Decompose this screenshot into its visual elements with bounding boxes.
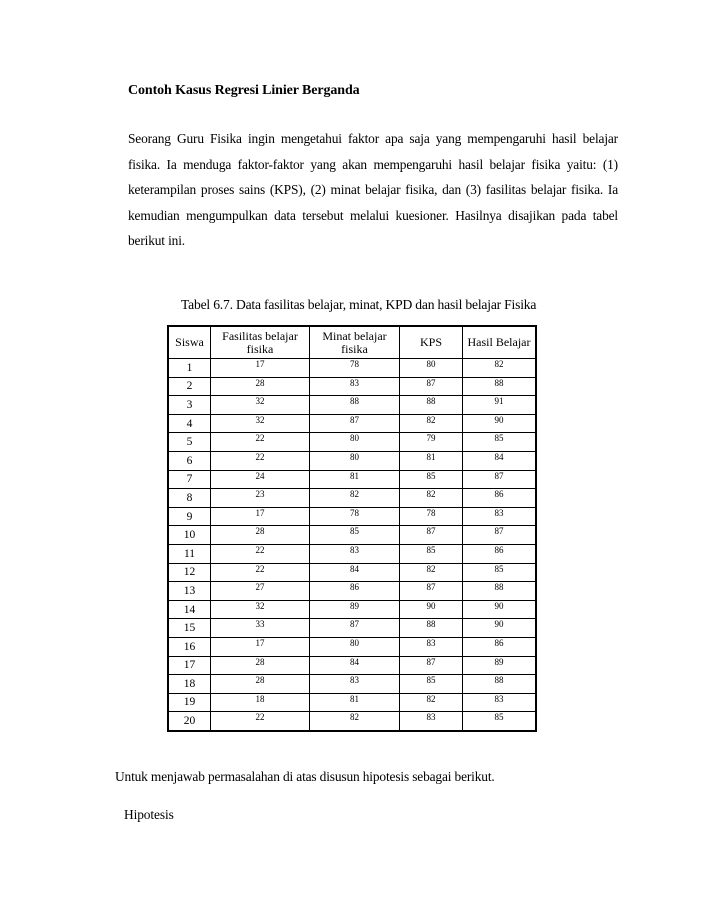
cell-hasil: 86 — [463, 637, 537, 656]
cell-minat: 83 — [310, 675, 400, 694]
cell-kps: 85 — [400, 675, 463, 694]
table-header-row — [168, 326, 536, 359]
cell-kps: 85 — [400, 470, 463, 489]
cell-siswa: 4 — [168, 414, 211, 433]
cell-siswa: 5 — [168, 433, 211, 452]
cell-fasilitas: 17 — [211, 359, 310, 378]
table-row — [168, 544, 536, 563]
cell-siswa: 19 — [168, 693, 211, 712]
header-siswa: Siswa — [168, 326, 211, 359]
table-row — [168, 377, 536, 396]
cell-hasil: 90 — [463, 600, 537, 619]
cell-kps: 87 — [400, 526, 463, 545]
table-row — [168, 693, 536, 712]
cell-minat: 83 — [310, 544, 400, 563]
cell-kps: 83 — [400, 637, 463, 656]
table-body — [168, 359, 536, 731]
cell-minat: 87 — [310, 414, 400, 433]
table-row — [168, 675, 536, 694]
header-kps: KPS — [400, 326, 463, 359]
cell-kps: 82 — [400, 489, 463, 508]
cell-kps: 87 — [400, 582, 463, 601]
cell-siswa: 3 — [168, 396, 211, 415]
cell-minat: 80 — [310, 433, 400, 452]
table-row — [168, 712, 536, 731]
table-row — [168, 470, 536, 489]
table-row — [168, 637, 536, 656]
cell-fasilitas: 22 — [211, 433, 310, 452]
cell-siswa: 13 — [168, 582, 211, 601]
cell-siswa: 14 — [168, 600, 211, 619]
cell-minat: 86 — [310, 582, 400, 601]
cell-fasilitas: 22 — [211, 451, 310, 470]
table-row — [168, 619, 536, 638]
cell-hasil: 91 — [463, 396, 537, 415]
cell-hasil: 89 — [463, 656, 537, 675]
cell-kps: 80 — [400, 359, 463, 378]
cell-kps: 87 — [400, 377, 463, 396]
cell-fasilitas: 27 — [211, 582, 310, 601]
hypothesis-subheading: Hipotesis — [124, 807, 174, 822]
cell-siswa: 11 — [168, 544, 211, 563]
cell-fasilitas: 18 — [211, 693, 310, 712]
cell-fasilitas: 28 — [211, 377, 310, 396]
cell-fasilitas: 32 — [211, 600, 310, 619]
data-table — [167, 325, 537, 732]
cell-siswa: 12 — [168, 563, 211, 582]
cell-siswa: 18 — [168, 675, 211, 694]
intro-paragraph: Seorang Guru Fisika ingin mengetahui faktor apa saja yang mempengaruhi hasil belajar fisika. Ia menduga faktor-faktor yang akan mempengaruhi hasil belajar fisika yaitu: (1) keterampilan proses sains (KPS), (2) minat belajar fisika, dan (3) fasilitas belajar fisika. Ia kemudian mengumpulkan data tersebut melalui kuesioner. Hasilnya disajikan pada tabel berikut ini. — [128, 131, 618, 248]
cell-kps: 90 — [400, 600, 463, 619]
cell-minat: 81 — [310, 470, 400, 489]
cell-kps: 82 — [400, 563, 463, 582]
cell-hasil: 82 — [463, 359, 537, 378]
cell-siswa: 7 — [168, 470, 211, 489]
cell-fasilitas: 24 — [211, 470, 310, 489]
cell-hasil: 85 — [463, 563, 537, 582]
cell-fasilitas: 33 — [211, 619, 310, 638]
cell-kps: 87 — [400, 656, 463, 675]
cell-hasil: 88 — [463, 582, 537, 601]
table-row — [168, 656, 536, 675]
table-row — [168, 563, 536, 582]
cell-minat: 84 — [310, 563, 400, 582]
cell-hasil: 84 — [463, 451, 537, 470]
cell-fasilitas: 32 — [211, 414, 310, 433]
table-row — [168, 600, 536, 619]
table-row — [168, 359, 536, 378]
table-row — [168, 451, 536, 470]
cell-fasilitas: 17 — [211, 637, 310, 656]
cell-minat: 78 — [310, 359, 400, 378]
cell-minat: 80 — [310, 637, 400, 656]
table-row — [168, 526, 536, 545]
cell-fasilitas: 17 — [211, 507, 310, 526]
cell-hasil: 88 — [463, 675, 537, 694]
cell-minat: 88 — [310, 396, 400, 415]
cell-siswa: 2 — [168, 377, 211, 396]
cell-siswa: 10 — [168, 526, 211, 545]
cell-kps: 82 — [400, 693, 463, 712]
header-minat: Minat belajar fisika — [310, 326, 400, 359]
table-row — [168, 396, 536, 415]
cell-fasilitas: 22 — [211, 712, 310, 731]
cell-minat: 85 — [310, 526, 400, 545]
cell-kps: 79 — [400, 433, 463, 452]
cell-kps: 88 — [400, 396, 463, 415]
cell-hasil: 85 — [463, 433, 537, 452]
cell-hasil: 85 — [463, 712, 537, 731]
cell-minat: 84 — [310, 656, 400, 675]
cell-hasil: 83 — [463, 693, 537, 712]
header-fasilitas: Fasilitas belajar fisika — [211, 326, 310, 359]
cell-fasilitas: 32 — [211, 396, 310, 415]
cell-kps: 78 — [400, 507, 463, 526]
cell-hasil: 83 — [463, 507, 537, 526]
cell-minat: 78 — [310, 507, 400, 526]
cell-minat: 83 — [310, 377, 400, 396]
cell-minat: 81 — [310, 693, 400, 712]
header-hasil: Hasil Belajar — [463, 326, 537, 359]
hypothesis-intro-paragraph: Untuk menjawab permasalahan di atas disusun hipotesis sebagai berikut. — [115, 769, 495, 784]
cell-fasilitas: 28 — [211, 656, 310, 675]
cell-siswa: 17 — [168, 656, 211, 675]
cell-hasil: 90 — [463, 619, 537, 638]
table-row — [168, 507, 536, 526]
cell-kps: 81 — [400, 451, 463, 470]
cell-siswa: 20 — [168, 712, 211, 731]
cell-siswa: 1 — [168, 359, 211, 378]
cell-hasil: 86 — [463, 489, 537, 508]
cell-minat: 82 — [310, 712, 400, 731]
cell-siswa: 9 — [168, 507, 211, 526]
table-caption: Tabel 6.7. Data fasilitas belajar, minat, KPD dan hasil belajar Fisika — [181, 297, 537, 312]
document-heading: Contoh Kasus Regresi Linier Berganda — [128, 83, 360, 98]
table-row — [168, 433, 536, 452]
cell-siswa: 15 — [168, 619, 211, 638]
table-row — [168, 489, 536, 508]
cell-kps: 85 — [400, 544, 463, 563]
cell-minat: 82 — [310, 489, 400, 508]
cell-hasil: 86 — [463, 544, 537, 563]
cell-minat: 89 — [310, 600, 400, 619]
cell-kps: 88 — [400, 619, 463, 638]
cell-siswa: 6 — [168, 451, 211, 470]
cell-minat: 80 — [310, 451, 400, 470]
cell-hasil: 88 — [463, 377, 537, 396]
cell-fasilitas: 22 — [211, 544, 310, 563]
cell-fasilitas: 28 — [211, 675, 310, 694]
cell-siswa: 16 — [168, 637, 211, 656]
cell-hasil: 90 — [463, 414, 537, 433]
cell-fasilitas: 22 — [211, 563, 310, 582]
cell-kps: 82 — [400, 414, 463, 433]
table-row — [168, 414, 536, 433]
table-row — [168, 582, 536, 601]
cell-siswa: 8 — [168, 489, 211, 508]
cell-minat: 87 — [310, 619, 400, 638]
cell-fasilitas: 28 — [211, 526, 310, 545]
cell-hasil: 87 — [463, 470, 537, 489]
cell-hasil: 87 — [463, 526, 537, 545]
cell-kps: 83 — [400, 712, 463, 731]
cell-fasilitas: 23 — [211, 489, 310, 508]
